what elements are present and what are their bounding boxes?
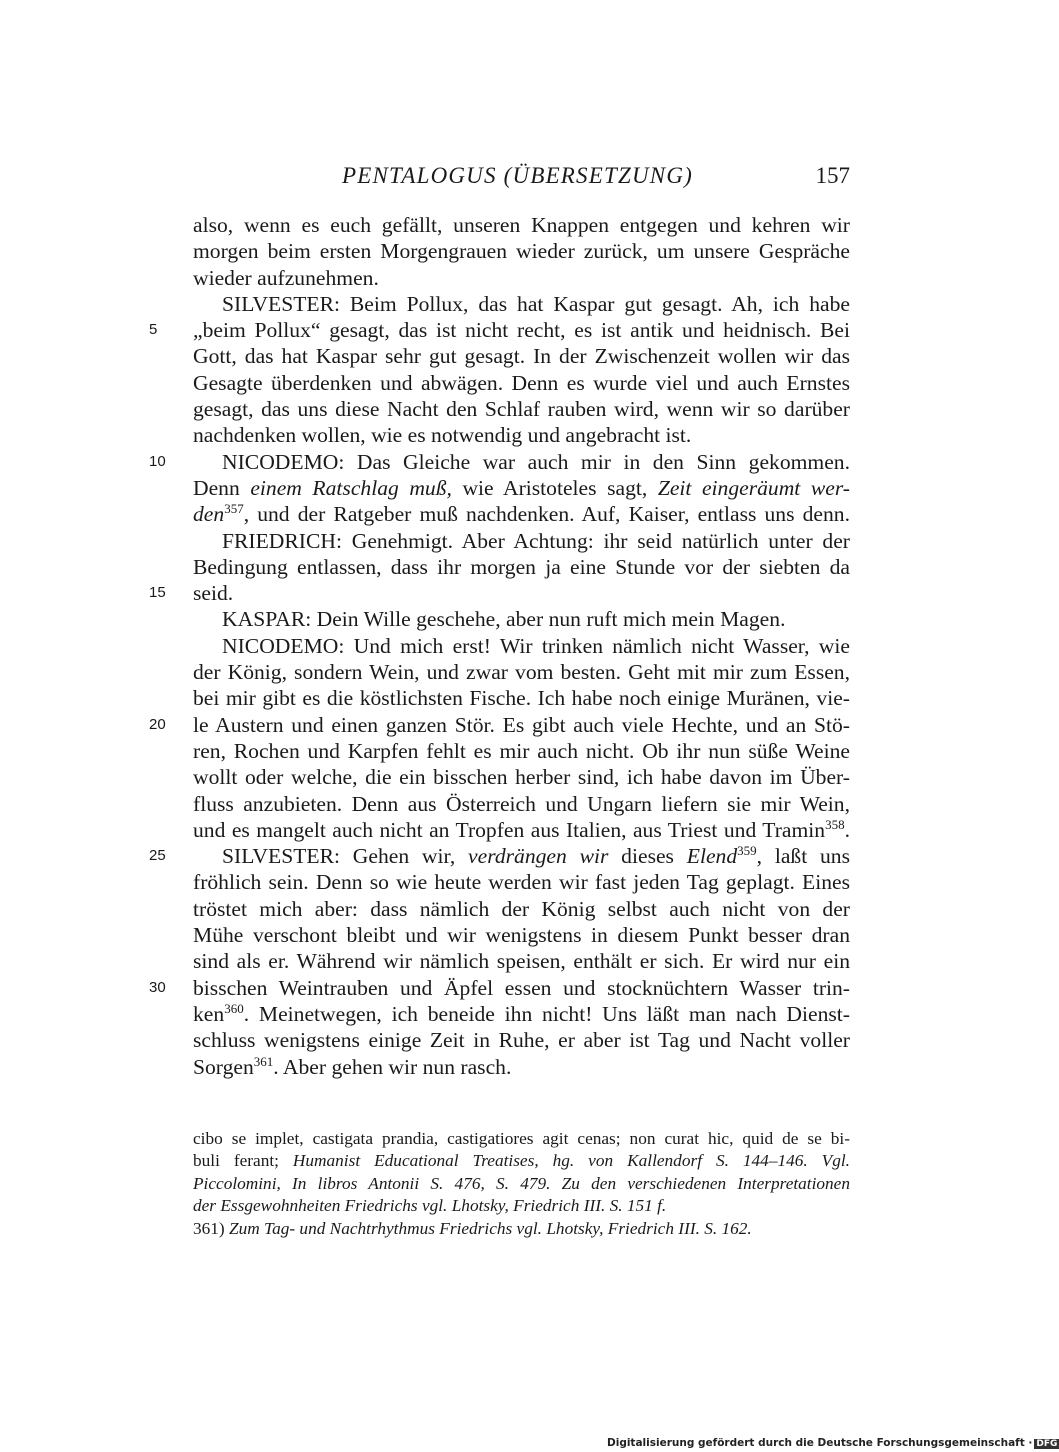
text-line: also, wenn es euch gefällt, unseren Knappen entgegen und kehren wir bbox=[193, 213, 850, 237]
text-line: SILVESTER: Beim Pollux, das hat Kaspar gut gesagt. Ah, ich habe bbox=[222, 291, 850, 316]
text-line: wollt oder welche, die ein bisschen herber sind, ich habe davon im Über- bbox=[193, 765, 850, 790]
text-line: 25 SILVESTER: Gehen wir, verdrängen wir dieses Elend$^{359}$, laßt uns bbox=[149, 843, 850, 869]
line-number: 20 bbox=[149, 715, 166, 733]
line-number: 15 bbox=[149, 584, 166, 602]
line-number: 10 bbox=[149, 452, 166, 470]
text-line: Sorgen$^{361}$. Aber gehen wir nun rasch. bbox=[193, 1053, 512, 1079]
text-line: Bedingung entlassen, dass ihr morgen ja eine Stunde vor der siebten da bbox=[193, 554, 850, 579]
text-line: den$^{357}$, und der Ratgeber muß nachdenken. Auf, Kaiser, entlass uns denn. bbox=[193, 501, 850, 527]
footnote-line: 361) Zum Tag- und Nachtrhythmus Friedrichs vgl. Lhotsky, Friedrich III. S. 162. bbox=[193, 1218, 752, 1238]
text-line: Gott, das hat Kaspar sehr gut gesagt. In der Zwischenzeit wollen wir das bbox=[193, 344, 850, 369]
text-line: 30 bisschen Weintrauben und Äpfel essen und stocknüchtern Wasser trin- bbox=[149, 975, 850, 1000]
text-line: bei mir gibt es die köstlichsten Fische. Ich habe noch einige Muränen, vie- bbox=[193, 686, 850, 711]
text-line: nachdenken wollen, wie es notwendig und angebracht ist. bbox=[193, 423, 692, 448]
text-line: Gesagte überdenken und abwägen. Denn es wurde viel und auch Ernstes bbox=[193, 370, 850, 395]
text-line: KASPAR: Dein Wille geschehe, aber nun ruft mich mein Magen. bbox=[222, 607, 786, 632]
text-line: und es mangelt auch nicht an Tropfen aus Italien, aus Triest und Tramin$^{358}$. bbox=[193, 816, 850, 842]
line-number: 30 bbox=[149, 978, 166, 996]
text-line: Denn einem Ratschlag muß, wie Aristoteles sagt, Zeit eingeräumt wer- bbox=[193, 475, 850, 500]
text-line: 10 NICODEMO: Das Gleiche war auch mir in den Sinn gekommen. bbox=[149, 449, 850, 474]
page-number: 157 bbox=[815, 163, 850, 188]
text-line: 15 seid. bbox=[149, 581, 234, 606]
dfg-logo: DFG bbox=[1036, 1439, 1058, 1449]
running-title: PENTALOGUS (ÜBERSETZUNG) bbox=[342, 163, 694, 188]
text-line: FRIEDRICH: Genehmigt. Aber Achtung: ihr seid natürlich unter der bbox=[222, 528, 850, 553]
main-text bbox=[149, 212, 850, 1080]
line-number: 5 bbox=[149, 321, 158, 339]
text-line: Mühe verschont bleibt und wir wenigstens in diesem Punkt besser dran bbox=[193, 923, 850, 948]
text-line: sind als er. Während wir nämlich speisen, enthält er sich. Er wird nur ein bbox=[193, 949, 850, 974]
digitization-credit bbox=[607, 1437, 1059, 1449]
footnote-line: buli ferant; Humanist Educational Treatises, hg. von Kallendorf S. 144–146. Vgl. bbox=[193, 1151, 850, 1171]
footnotes bbox=[193, 1128, 850, 1240]
text-line: morgen beim ersten Morgengrauen wieder zurück, um unsere Gespräche bbox=[193, 239, 850, 264]
text-line: tröstet mich aber: dass nämlich der König selbst auch nicht von der bbox=[193, 896, 850, 921]
text-line: 20 le Austern und einen ganzen Stör. Es gibt auch viele Hechte, und an Stö- bbox=[149, 712, 850, 737]
text-line: 5 „beim Pollux“ gesagt, das ist nicht recht, es ist antik und heidnisch. Bei bbox=[149, 318, 850, 343]
text-line: der König, sondern Wein, und zwar vom besten. Geht mit mir zum Essen, bbox=[193, 660, 850, 685]
text-line: NICODEMO: Und mich erst! Wir trinken nämlich nicht Wasser, wie bbox=[222, 633, 850, 658]
line-number: 25 bbox=[149, 847, 166, 865]
text-line: fluss anzubieten. Denn aus Österreich und Ungarn liefern sie mir Wein, bbox=[193, 791, 850, 816]
text-line: ken$^{360}$. Meinetwegen, ich beneide ihn nicht! Uns läßt man nach Dienst- bbox=[193, 1000, 850, 1026]
credit-text: Digitalisierung gefördert durch die Deutsche Forschungsgemeinschaft · bbox=[607, 1437, 1033, 1449]
text-line: ren, Rochen und Karpfen fehlt es mir auch nicht. Ob ihr nun süße Weine bbox=[193, 738, 850, 763]
text-line: gesagt, das uns diese Nacht den Schlaf rauben wird, wenn wir so darüber bbox=[193, 397, 850, 422]
footnote-line: der Essgewohnheiten Friedrichs vgl. Lhotsky, Friedrich III. S. 151 f. bbox=[193, 1196, 667, 1216]
running-header bbox=[342, 163, 850, 193]
text-line: fröhlich sein. Denn so wie heute werden wir fast jeden Tag geplagt. Eines bbox=[193, 870, 850, 895]
footnote-line: cibo se implet, castigata prandia, castigatiores agit cenas; non curat hic, quid de se bi- bbox=[193, 1129, 850, 1148]
text-line: wieder aufzunehmen. bbox=[193, 265, 379, 290]
text-line: schluss wenigstens einige Zeit in Ruhe, er aber ist Tag und Nacht voller bbox=[193, 1028, 850, 1053]
footnote-line: Piccolomini, In libros Antonii S. 476, S. 479. Zu den verschiedenen Interpretationen bbox=[193, 1173, 850, 1193]
